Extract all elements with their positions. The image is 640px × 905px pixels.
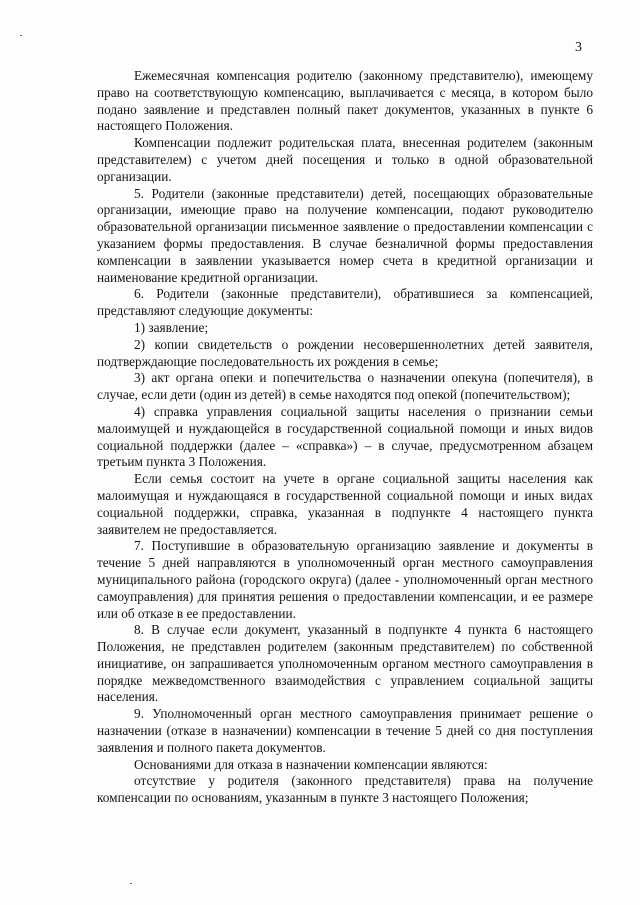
page-number: 3 — [575, 40, 582, 55]
paragraph-parental-fee: Компенсации подлежит родительская плата, внесенная родителем (законным представителем) с учетом дней посещения и только в одной образовательной организации. — [97, 135, 593, 184]
list-item-application: 1) заявление; — [134, 319, 209, 335]
paragraph-clause-6: 6. Родители (законные представители), обратившиеся за компенсацией, представляют следующие документы: — [97, 286, 593, 319]
document-body — [97, 68, 593, 807]
paragraph-clause-5: 5. Родители (законные представители) детей, посещающих образовательные организации, имеющие право на получение компенсации, подают руководителю образовательной организации письменное заявление о предоставлении компенсации с указанием формы предоставления. В случае безналичной формы предоставления компенсации в заявлении указывается номер счета в кредитной организации и наименование кредитной организации. — [97, 185, 593, 285]
list-item-guardianship-act: 3) акт органа опеки и попечительства о назначении опекуна (попечителя), в случае, если дети (один из детей) в семье находятся под опекой (попечительством); — [97, 370, 593, 403]
paragraph-clause-8: 8. В случае если документ, указанный в подпункте 4 пункта 6 настоящего Положения, не представлен родителем (законным представителем) по собственной инициативе, он запрашивается уполномоченным органом местного самоуправления в порядке межведомственного взаимодействия с управлением социальной защиты населения. — [97, 622, 593, 705]
scan-speck — [130, 883, 132, 884]
paragraph-monthly-compensation: Ежемесячная компенсация родителю (законному представителю), имеющему право на соответствующую компенсацию, выплачивается с месяца, в котором было подано заявление и представлен полный пакет документов, указанных в пункте 6 настоящего Положения. — [97, 68, 593, 134]
list-item-birth-certificates: 2) копии свидетельств о рождении несовершеннолетних детей заявителя, подтверждающие последовательность их рождения в семье; — [97, 336, 593, 369]
paragraph-certificate-exemption: Если семья состоит на учете в органе социальной защиты населения как малоимущая и нуждающаяся в государственной социальной помощи и иных видах социальной поддержки, справка, указанная в подпункте 4 настоящего пункта заявителем не предоставляется. — [97, 471, 593, 537]
list-item-social-certificate: 4) справка управления социальной защиты населения о признании семьи малоимущей и нуждающейся в государственной социальной помощи и иных видов социальной поддержки (далее – «справка») – в случае, предусмотренном абзацем третьим пункта 3 Положения. — [97, 403, 593, 470]
scan-speck — [20, 35, 22, 36]
paragraph-clause-7: 7. Поступившие в образовательную организацию заявление и документы в течение 5 дней направляются в уполномоченный орган местного самоуправления муниципального района (городского округа) (далее - уполномоченный орган местного самоуправления) для принятия решения о предоставлении компенсации, и ее размере или об отказе в ее предоставлении. — [97, 538, 593, 621]
paragraph-refusal-grounds: Основаниями для отказа в назначении компенсации являются: — [134, 756, 488, 772]
paragraph-clause-9: 9. Уполномоченный орган местного самоуправления принимает решение о назначении (отказе в назначении) компенсации в течение 5 дней со дня поступления заявления и полного пакета документов. — [97, 706, 593, 755]
paragraph-refusal-ground-1: отсутствие у родителя (законного представителя) права на получение компенсации по основаниям, указанным в пункте 3 настоящего Положения; — [97, 773, 593, 806]
